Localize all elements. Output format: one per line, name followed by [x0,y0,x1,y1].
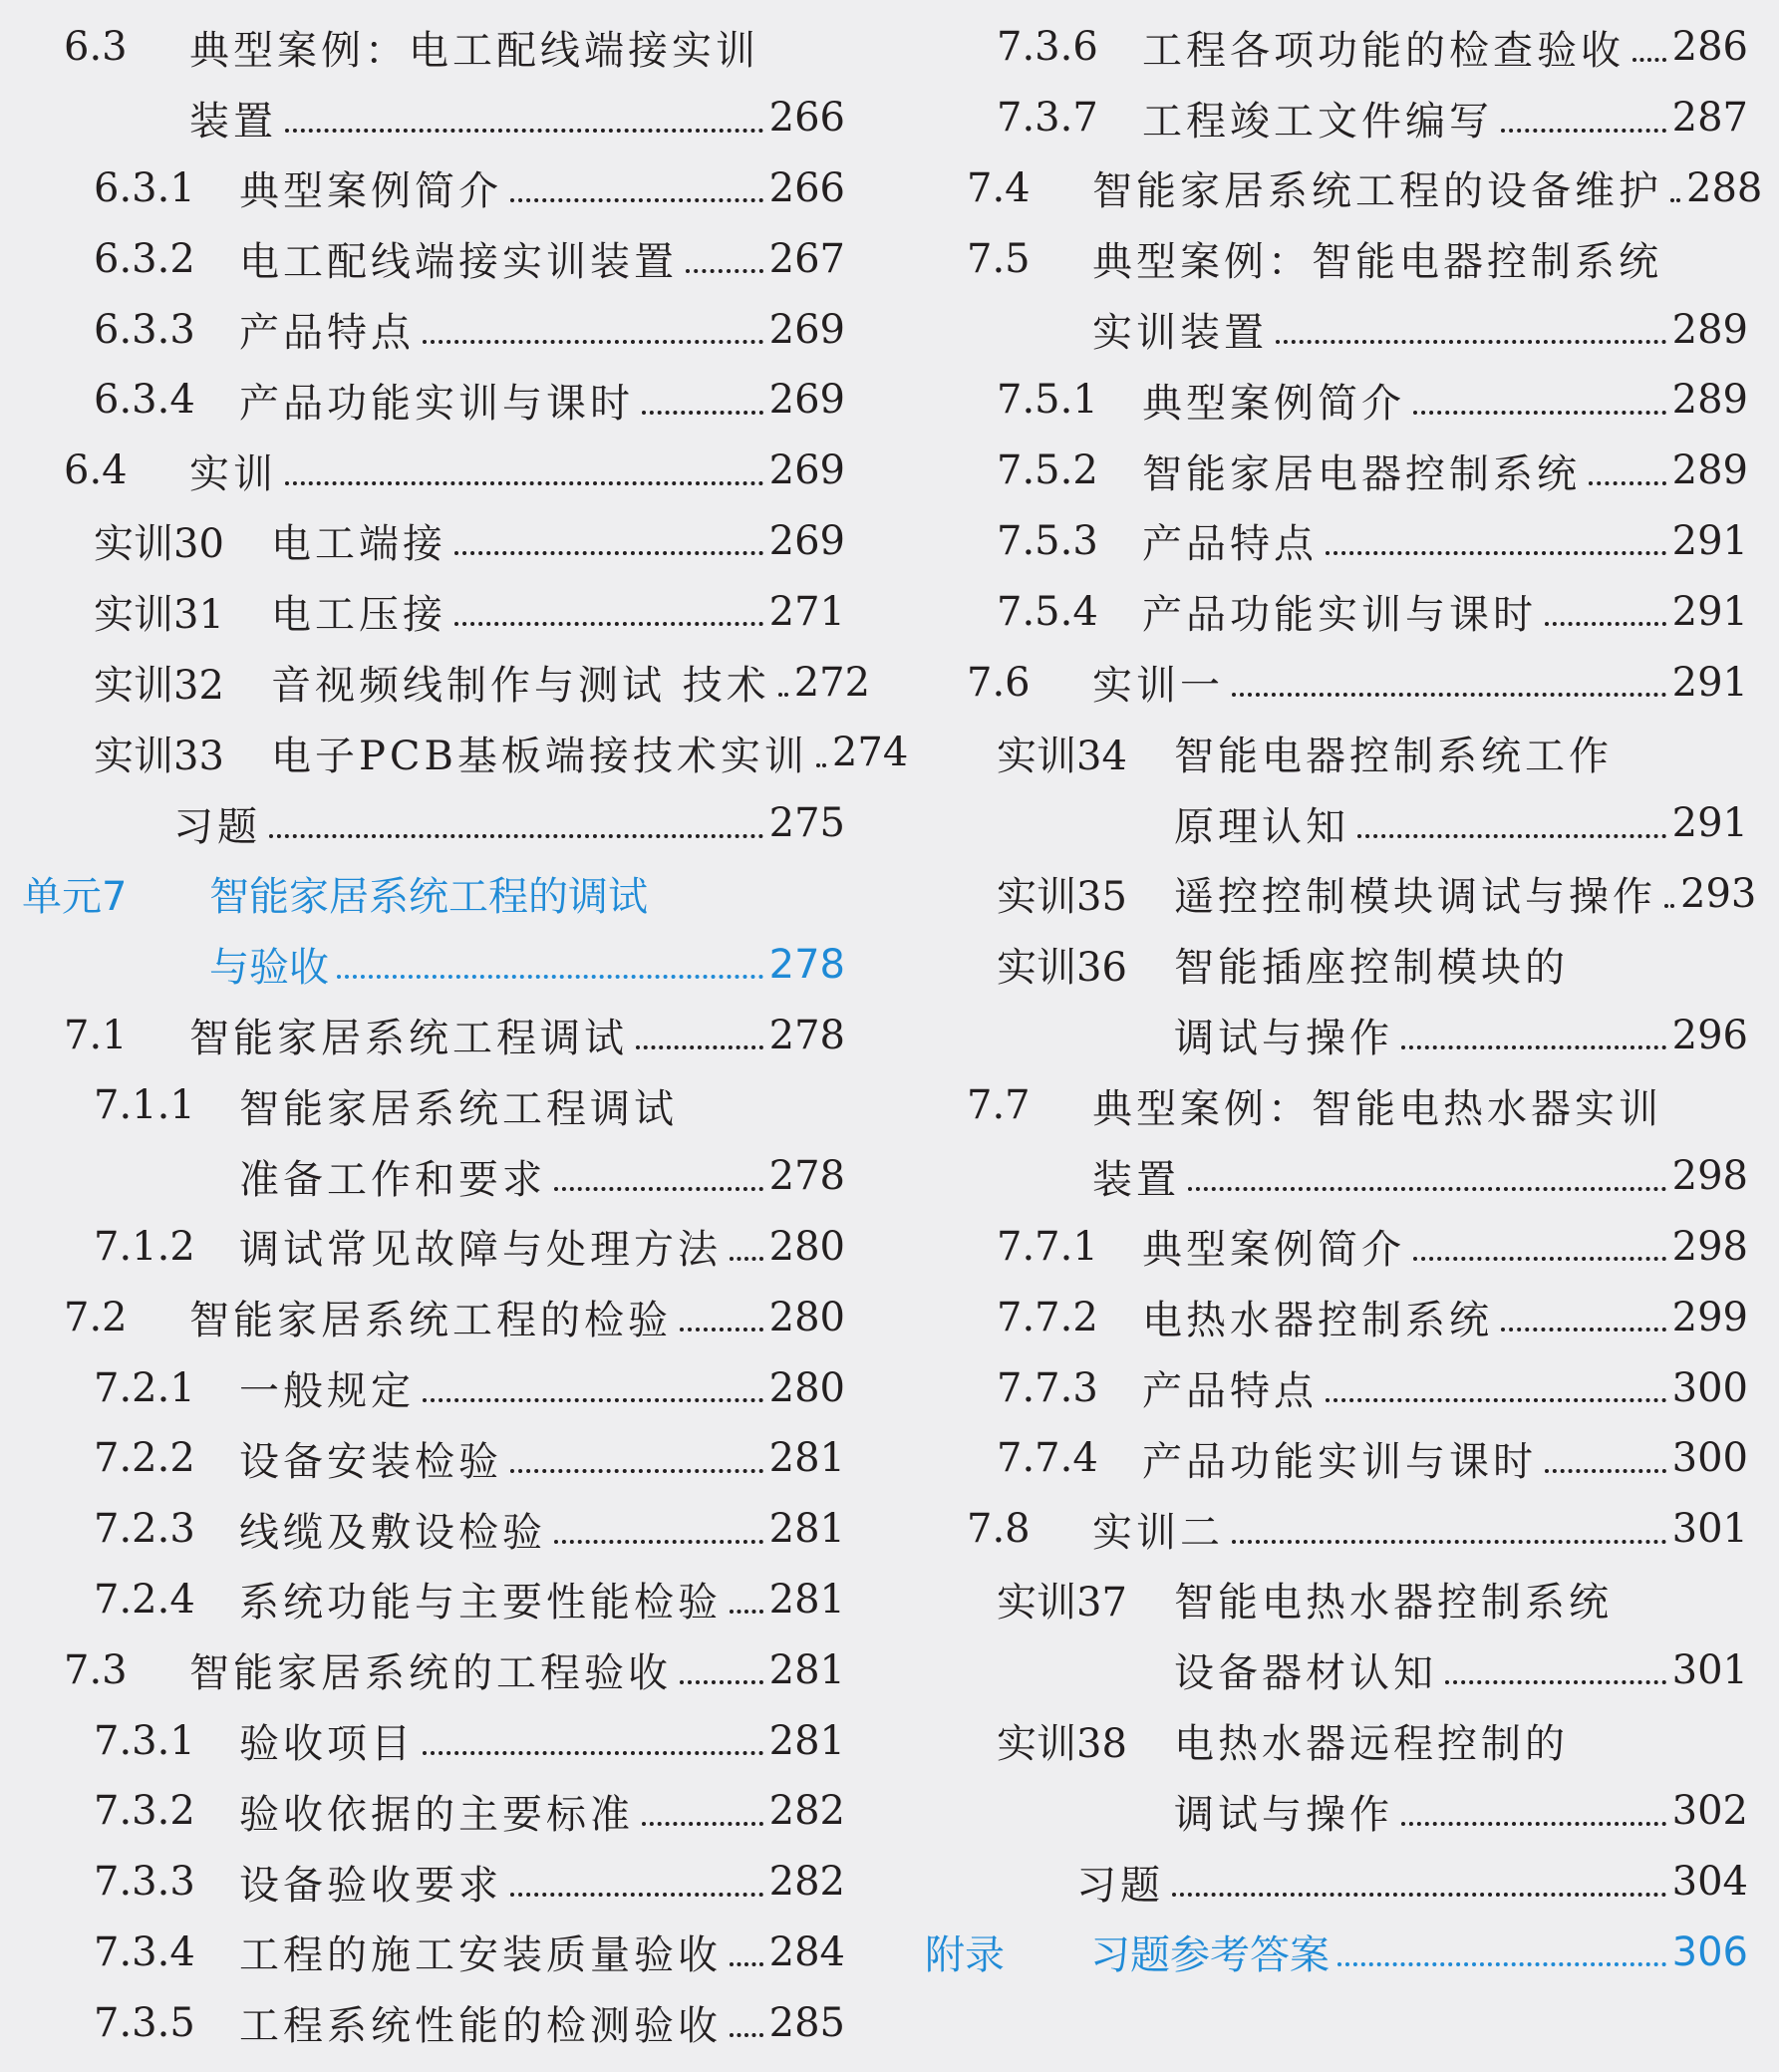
toc-entry [925,12,1748,83]
entry-number: 7.7.1 [997,1223,1098,1270]
toc-entry [925,153,1763,224]
entry-number: 7.2.1 [94,1364,195,1411]
page-number: 300 [1671,1364,1748,1411]
toc-entry [22,1212,845,1283]
page-number: 291 [1671,659,1748,706]
toc-entry [22,1634,845,1705]
page-number: 281 [768,1576,845,1623]
entry-title: 智能家居系统工程的调试 [209,874,648,921]
entry-number: 7.1.2 [94,1223,195,1270]
page-number: 280 [768,1223,845,1270]
toc-entry [925,718,1748,788]
page-number: 269 [768,306,845,353]
entry-title: 典型案例简介 [239,168,502,215]
entry-title: 调试与操作 [1174,1016,1393,1062]
dot-leader [1664,904,1674,908]
entry-title: 电热水器远程控制的 [1174,1721,1569,1768]
page-number: 293 [1680,870,1757,917]
dot-leader [1326,551,1666,555]
page-number: 288 [1686,164,1763,211]
entry-title: 典型案例：电工配线端接实训 [189,27,759,74]
toc-entry [925,83,1748,153]
toc-entry [925,859,1757,930]
toc-entry [925,436,1748,506]
dot-leader [1326,1398,1666,1402]
entry-number: 7.3.7 [997,95,1098,142]
dot-leader [1413,1257,1666,1261]
entry-number: 附录 [925,1932,1005,1979]
dot-leader [285,481,763,485]
entry-number: 实训35 [997,874,1127,921]
entry-title: 典型案例：智能电器控制系统 [1092,239,1662,286]
page-number: 289 [1671,306,1748,353]
page-number: 301 [1671,1646,1748,1693]
page-number: 282 [768,1788,845,1835]
dot-leader [642,1822,763,1826]
entry-title: 智能家居系统工程调试 [189,1016,628,1062]
dot-leader [1232,693,1666,697]
dot-leader [1188,1187,1666,1191]
dot-leader [1337,1962,1666,1966]
dot-leader [1545,622,1666,626]
toc-entry [22,1987,845,2058]
entry-number: 7.2.4 [94,1576,195,1623]
dot-leader [636,1045,763,1049]
toc-entry [925,1634,1748,1705]
entry-number: 6.3.2 [94,235,195,282]
entry-title: 智能家居系统工程的设备维护 [1092,168,1662,215]
toc-entry [925,1000,1748,1070]
entry-title: 典型案例：智能电热水器实训 [1092,1085,1662,1132]
toc-entry [925,1212,1748,1283]
page-number: 301 [1671,1506,1748,1553]
entry-number: 7.2.2 [94,1435,195,1482]
toc-column-left [22,12,909,2058]
dot-leader [1357,834,1666,838]
entry-number: 7.4 [967,164,1031,211]
toc-entry [925,1705,1748,1776]
entry-title: 智能家居系统的工程验收 [189,1650,672,1697]
entry-title: 设备验收要求 [239,1862,502,1909]
entry-number: 7.7 [967,1082,1031,1129]
dot-leader [686,269,763,273]
entry-title: 智能家居电器控制系统 [1142,450,1581,497]
dot-leader [1401,1045,1666,1049]
entry-number: 实训33 [94,733,224,779]
entry-number: 7.3.3 [94,1859,195,1906]
toc-column-right [925,12,1763,1987]
page-number: 285 [768,1999,845,2046]
entry-title: 验收依据的主要标准 [239,1791,634,1838]
dot-leader [1276,340,1666,344]
entry-title: 线缆及敷设检验 [239,1509,546,1556]
entry-title: 产品特点 [1142,1368,1318,1415]
page-number: 289 [1671,447,1748,494]
entry-title: 电子PCB基板端接技术实训 [271,733,808,779]
toc-entry [925,647,1748,718]
dot-leader [1545,1469,1666,1473]
entry-title: 产品功能实训与课时 [239,380,634,427]
entry-number: 7.1.1 [94,1082,195,1129]
entry-title: 装置 [1092,1156,1180,1203]
entry-title: 实训二 [1092,1509,1224,1556]
page-number: 304 [1671,1859,1748,1906]
page-number: 278 [768,1153,845,1200]
toc-entry [22,12,845,83]
dot-leader [510,1893,763,1897]
dot-leader [1501,129,1666,133]
page-number: 299 [1671,1294,1748,1340]
entry-number: 7.3.4 [94,1928,195,1975]
dot-leader [423,340,763,344]
entry-number: 实训32 [94,663,224,710]
page-number: 281 [768,1646,845,1693]
dot-leader [510,1469,763,1473]
entry-title: 实训一 [1092,663,1224,710]
entry-number: 实训31 [94,592,224,639]
toc-entry [22,1494,845,1565]
toc-entry [925,788,1748,859]
page-number: 291 [1671,588,1748,635]
entry-title: 工程的施工安装质量验收 [239,1932,722,1979]
page-number: 286 [1671,24,1748,71]
toc-entry [925,1494,1748,1565]
toc-entry [22,1141,845,1212]
page-number: 272 [793,659,871,706]
page-number: 274 [831,730,909,776]
entry-number: 7.3 [64,1646,128,1693]
dot-leader [1445,1680,1666,1684]
entry-number: 实训37 [997,1580,1127,1627]
dot-leader [1172,1893,1666,1897]
entry-title: 实训 [189,450,277,497]
page-number: 266 [768,164,845,211]
entry-number: 实训34 [997,733,1127,779]
entry-number: 7.2.3 [94,1506,195,1553]
entry-title: 产品功能实训与课时 [1142,592,1537,639]
toc-unit-entry [22,929,845,1000]
entry-title: 习题 [1076,1862,1164,1909]
entry-number: 7.5.1 [997,377,1098,424]
entry-number: 6.3.3 [94,306,195,353]
entry-title: 遥控控制模块调试与操作 [1174,874,1656,921]
toc-entry [22,647,871,718]
entry-title: 典型案例简介 [1142,1227,1405,1274]
dot-leader [642,411,763,415]
dot-leader [680,1680,763,1684]
entry-number: 7.3.2 [94,1788,195,1835]
entry-title: 智能电热水器控制系统 [1174,1580,1613,1627]
page-number: 302 [1671,1788,1748,1835]
entry-number: 7.3.1 [94,1717,195,1764]
toc-entry [925,1141,1748,1212]
entry-title: 准备工作和要求 [239,1156,546,1203]
dot-leader [1232,1540,1666,1544]
dot-leader [1670,198,1680,202]
dot-leader [337,975,763,979]
dot-leader [1501,1328,1666,1332]
entry-title: 音视频线制作与测试 技术 [271,663,770,710]
page-number: 278 [768,941,845,988]
toc-unit-entry [22,859,845,930]
dot-leader [730,1962,763,1966]
toc-entry [22,83,845,153]
toc-entry [22,788,845,859]
toc-entry [925,365,1748,436]
dot-leader [423,1398,763,1402]
toc-entry [22,1070,845,1141]
toc-entry [925,576,1748,647]
entry-title: 产品特点 [1142,521,1318,568]
page-number: 287 [1671,95,1748,142]
entry-title: 电工压接 [271,592,446,639]
entry-number: 7.8 [967,1506,1031,1553]
entry-number: 7.5.3 [997,517,1098,564]
entry-title: 产品特点 [239,310,415,357]
page-number: 269 [768,447,845,494]
toc-entry [22,1918,845,1988]
entry-number: 7.7.4 [997,1435,1098,1482]
entry-title: 一般规定 [239,1368,415,1415]
page-number: 266 [768,95,845,142]
toc-entry [925,1565,1748,1635]
entry-number: 7.1 [64,1012,128,1058]
dot-leader [554,1187,763,1191]
page-number: 291 [1671,517,1748,564]
page-number: 300 [1671,1435,1748,1482]
toc-entry [22,506,845,577]
page-number: 275 [768,800,845,847]
entry-title: 习题参考答案 [1090,1932,1330,1979]
dot-leader [816,763,826,767]
entry-title: 智能插座控制模块的 [1174,945,1569,992]
entry-number: 7.5.4 [997,588,1098,635]
dot-leader [454,622,763,626]
page-number: 269 [768,517,845,564]
entry-title: 智能电器控制系统工作 [1174,733,1613,779]
dot-leader [510,198,763,202]
entry-title: 工程系统性能的检测验收 [239,2003,722,2050]
toc-entry [22,153,845,224]
page-number: 289 [1671,377,1748,424]
page-number: 298 [1671,1223,1748,1270]
entry-title: 产品功能实训与课时 [1142,1438,1537,1485]
page-number: 281 [768,1717,845,1764]
toc-entry [22,365,845,436]
toc-entry [925,1070,1748,1141]
dot-leader [778,693,788,697]
entry-number: 7.6 [967,659,1031,706]
entry-title: 工程各项功能的检查验收 [1142,27,1625,74]
toc-entry [22,294,845,365]
page-number: 306 [1671,1928,1748,1975]
entry-title: 调试常见故障与处理方法 [239,1227,722,1274]
page-number: 284 [768,1928,845,1975]
entry-number: 6.3.4 [94,377,195,424]
toc-entry [22,436,845,506]
dot-leader [1589,481,1666,485]
entry-number: 7.7.2 [997,1294,1098,1340]
toc-entry [22,718,909,788]
entry-number: 7.5 [967,235,1031,282]
entry-number: 7.7.3 [997,1364,1098,1411]
entry-number: 7.5.2 [997,447,1098,494]
toc-entry [925,223,1748,294]
dot-leader [730,1610,763,1614]
page-number: 281 [768,1435,845,1482]
entry-title: 设备安装检验 [239,1438,502,1485]
entry-title: 实训装置 [1092,310,1268,357]
dot-leader [730,2033,763,2037]
entry-number: 单元7 [22,874,128,921]
page-number: 298 [1671,1153,1748,1200]
toc-entry [925,1352,1748,1423]
entry-number: 6.3.1 [94,164,195,211]
entry-title: 智能家居系统工程调试 [239,1085,678,1132]
toc-entry [22,1847,845,1918]
toc-entry [22,1565,845,1635]
toc-entry [925,1423,1748,1494]
toc-entry [22,1352,845,1423]
entry-title: 电热水器控制系统 [1142,1298,1493,1344]
dot-leader [1401,1822,1666,1826]
entry-title: 调试与操作 [1174,1791,1393,1838]
entry-title: 装置 [189,98,277,145]
dot-leader [554,1540,763,1544]
toc-entry [22,223,845,294]
toc-entry [22,576,845,647]
dot-leader [680,1328,763,1332]
dot-leader [285,129,763,133]
toc-unit-entry [925,1918,1748,1988]
entry-number: 7.3.6 [997,24,1098,71]
toc-entry [22,1423,845,1494]
toc-entry [22,1000,845,1070]
page-number: 280 [768,1364,845,1411]
page-number: 282 [768,1859,845,1906]
entry-title: 系统功能与主要性能检验 [239,1580,722,1627]
dot-leader [1413,411,1666,415]
entry-number: 实训38 [997,1721,1127,1768]
toc-entry [925,294,1748,365]
toc-entry [22,1705,845,1776]
dot-leader [730,1257,763,1261]
dot-leader [269,834,763,838]
entry-title: 原理认知 [1174,803,1349,850]
entry-title: 习题 [173,803,261,850]
toc-entry [22,1282,845,1352]
toc-entry [925,506,1748,577]
toc-entry [925,1282,1748,1352]
page-number: 271 [768,588,845,635]
page-number: 281 [768,1506,845,1553]
entry-number: 7.2 [64,1294,128,1340]
entry-title: 典型案例简介 [1142,380,1405,427]
page-number: 296 [1671,1012,1748,1058]
page-number: 269 [768,377,845,424]
entry-number: 实训36 [997,945,1127,992]
entry-title: 电工配线端接实训装置 [239,239,678,286]
dot-leader [454,551,763,555]
entry-title: 智能家居系统工程的检验 [189,1298,672,1344]
page-number: 267 [768,235,845,282]
toc-entry [925,1776,1748,1847]
entry-title: 与验收 [209,945,329,992]
toc-entry [925,929,1748,1000]
toc-entry [925,1847,1748,1918]
entry-title: 工程竣工文件编写 [1142,98,1493,145]
dot-leader [1632,58,1666,62]
page-number: 291 [1671,800,1748,847]
entry-title: 验收项目 [239,1721,415,1768]
entry-number: 7.3.5 [94,1999,195,2046]
entry-number: 6.3 [64,24,128,71]
page-number: 280 [768,1294,845,1340]
toc-entry [22,1776,845,1847]
dot-leader [423,1751,763,1755]
entry-title: 设备器材认知 [1174,1650,1437,1697]
page-number: 278 [768,1012,845,1058]
entry-number: 实训30 [94,521,224,568]
entry-number: 6.4 [64,447,128,494]
entry-title: 电工端接 [271,521,446,568]
